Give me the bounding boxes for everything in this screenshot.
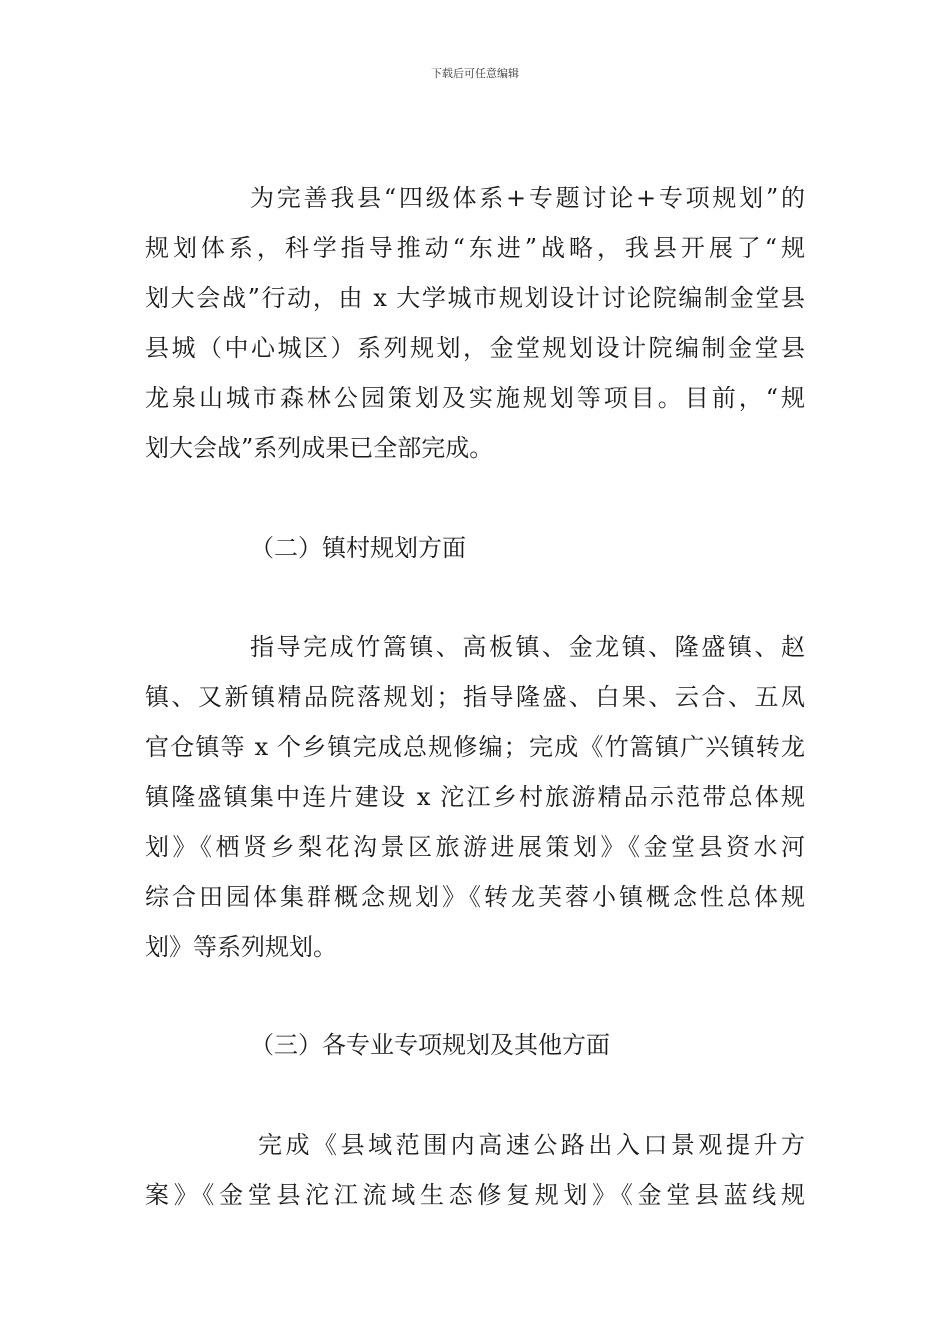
section-heading-2: （二）镇村规划方面 <box>250 534 466 562</box>
paragraph-3-line-1: 完成《县域范围内高速公路出入口景观提升方 <box>258 1131 805 1159</box>
paragraph-3-line-2: 案》《金堂县沱江流域生态修复规划》《金堂县蓝线规 <box>145 1181 805 1209</box>
paragraph-1-line-2: 规划体系，科学指导推动“东进”战略，我县开展了“规 <box>145 234 805 262</box>
paragraph-2-line-7: 划》等系列规划。 <box>145 933 337 961</box>
paragraph-2-line-3: 官仓镇等 x 个乡镇完成总规修编；完成《竹篙镇广兴镇转龙 <box>145 733 805 761</box>
paragraph-1-line-6: 划大会战”系列成果已全部完成。 <box>145 434 494 462</box>
paragraph-2-line-5: 划》《栖贤乡梨花沟景区旅游进展策划》《金堂县资水河 <box>145 833 805 861</box>
paragraph-1-line-5: 龙泉山城市森林公园策划及实施规划等项目。目前，“规 <box>145 384 805 412</box>
page-header-note: 下载后可任意编辑 <box>431 67 519 80</box>
paragraph-2-line-2: 镇、又新镇精品院落规划；指导隆盛、白果、云合、五凤 <box>145 683 805 711</box>
paragraph-1-line-1: 为完善我县“四级体系+专题讨论+专项规划”的 <box>250 184 805 212</box>
paragraph-2-line-1: 指导完成竹篙镇、高板镇、金龙镇、隆盛镇、赵 <box>250 633 805 661</box>
paragraph-2-line-6: 综合田园体集群概念规划》《转龙芙蓉小镇概念性总体规 <box>145 883 805 911</box>
paragraph-1-line-3: 划大会战”行动，由 x 大学城市规划设计讨论院编制金堂县 <box>145 284 805 312</box>
paragraph-2-line-4: 镇隆盛镇集中连片建设 x 沱江乡村旅游精品示范带总体规 <box>145 783 805 811</box>
section-heading-3: （三）各专业专项规划及其他方面 <box>250 1031 610 1059</box>
paragraph-1-line-4: 县城（中心城区）系列规划，金堂规划设计院编制金堂县 <box>145 334 805 362</box>
